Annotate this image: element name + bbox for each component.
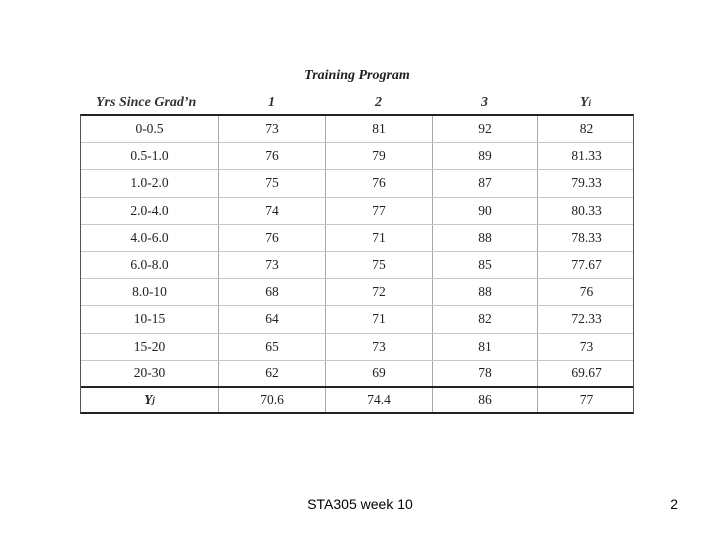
cell-row-mean: 73: [579, 338, 594, 354]
cell-program-1: 75: [219, 170, 326, 196]
cell-program-2: 72: [326, 279, 433, 305]
cell-program-1: 74: [219, 198, 326, 224]
data-table: [80, 114, 634, 414]
cell-program-1: 62: [219, 361, 326, 386]
cell-program-1: 76: [219, 143, 326, 169]
table-row: [81, 361, 633, 388]
row-label: 0.5-1.0: [81, 143, 219, 169]
column-mean-program-2: 74.4: [326, 388, 433, 412]
row-label: 1.0-2.0: [81, 170, 219, 196]
cell-program-1: 76: [219, 225, 326, 251]
column-mean-subscript: j: [152, 394, 155, 405]
table-row: [81, 252, 633, 279]
cell-program-2: 77: [326, 198, 433, 224]
cell-row-mean: 81.33: [571, 148, 602, 164]
table-row: [81, 143, 633, 170]
cell-row-mean: 76: [579, 284, 594, 300]
row-label: 20-30: [81, 361, 219, 386]
cell-program-1: 68: [219, 279, 326, 305]
table-row: [81, 279, 633, 306]
cell-program-3: 89: [433, 143, 538, 169]
cell-program-1: 65: [219, 334, 326, 360]
row-label: 6.0-8.0: [81, 252, 219, 278]
cell-row-mean: 79.33: [571, 175, 602, 191]
cell-program-2: 81: [326, 116, 433, 142]
cell-program-3: 78: [433, 361, 538, 386]
table-row: [81, 198, 633, 225]
column-mean-program-3: 86: [433, 388, 538, 412]
cell-program-2: 79: [326, 143, 433, 169]
header-row-mean: [537, 92, 634, 114]
cell-program-2: 75: [326, 252, 433, 278]
table-row: [81, 170, 633, 197]
table-row: [81, 116, 633, 143]
footer-page-number: 2: [670, 496, 678, 512]
cell-program-3: 81: [433, 334, 538, 360]
row-label: 10-15: [81, 306, 219, 332]
header-row-mean-symbol: Y: [579, 95, 589, 110]
table-row: [81, 306, 633, 333]
cell-row-mean: 82: [579, 121, 594, 137]
row-label: 8.0-10: [81, 279, 219, 305]
row-label: 15-20: [81, 334, 219, 360]
cell-row-mean: 77.67: [571, 257, 602, 273]
column-mean-label: [81, 388, 219, 412]
cell-row-mean: 78.33: [571, 229, 602, 245]
table-row: [81, 334, 633, 361]
cell-program-3: 88: [433, 279, 538, 305]
footer-course-label: STA305 week 10: [307, 496, 413, 512]
cell-program-1: 64: [219, 306, 326, 332]
cell-row-mean: 80.33: [571, 202, 602, 218]
header-program-1: 1: [268, 95, 275, 110]
cell-program-2: 71: [326, 306, 433, 332]
cell-program-1: 73: [219, 116, 326, 142]
cell-program-3: 90: [433, 198, 538, 224]
table-header: [80, 92, 634, 114]
cell-program-3: 87: [433, 170, 538, 196]
cell-program-3: 92: [433, 116, 538, 142]
cell-program-3: 85: [433, 252, 538, 278]
cell-program-3: 88: [433, 225, 538, 251]
column-mean-program-1: 70.6: [219, 388, 326, 412]
row-label: 2.0-4.0: [81, 198, 219, 224]
column-mean-symbol: Y: [144, 391, 153, 407]
row-label: 4.0-6.0: [81, 225, 219, 251]
cell-program-2: 76: [326, 170, 433, 196]
grand-mean: 77: [579, 391, 594, 407]
column-means-row: [81, 388, 633, 412]
header-years-since-grad: Yrs Since Grad’n: [96, 95, 197, 110]
cell-program-1: 73: [219, 252, 326, 278]
table-row: [81, 225, 633, 252]
row-label: 0-0.5: [81, 116, 219, 142]
header-program-3: 3: [481, 95, 488, 110]
cell-program-2: 71: [326, 225, 433, 251]
cell-program-2: 73: [326, 334, 433, 360]
table-title: Training Program: [304, 68, 410, 83]
cell-program-3: 82: [433, 306, 538, 332]
header-program-2: 2: [375, 95, 382, 110]
cell-row-mean: 72.33: [571, 311, 602, 327]
cell-row-mean: 69.67: [571, 365, 602, 381]
header-row-mean-subscript: i: [588, 98, 592, 108]
cell-program-2: 69: [326, 361, 433, 386]
